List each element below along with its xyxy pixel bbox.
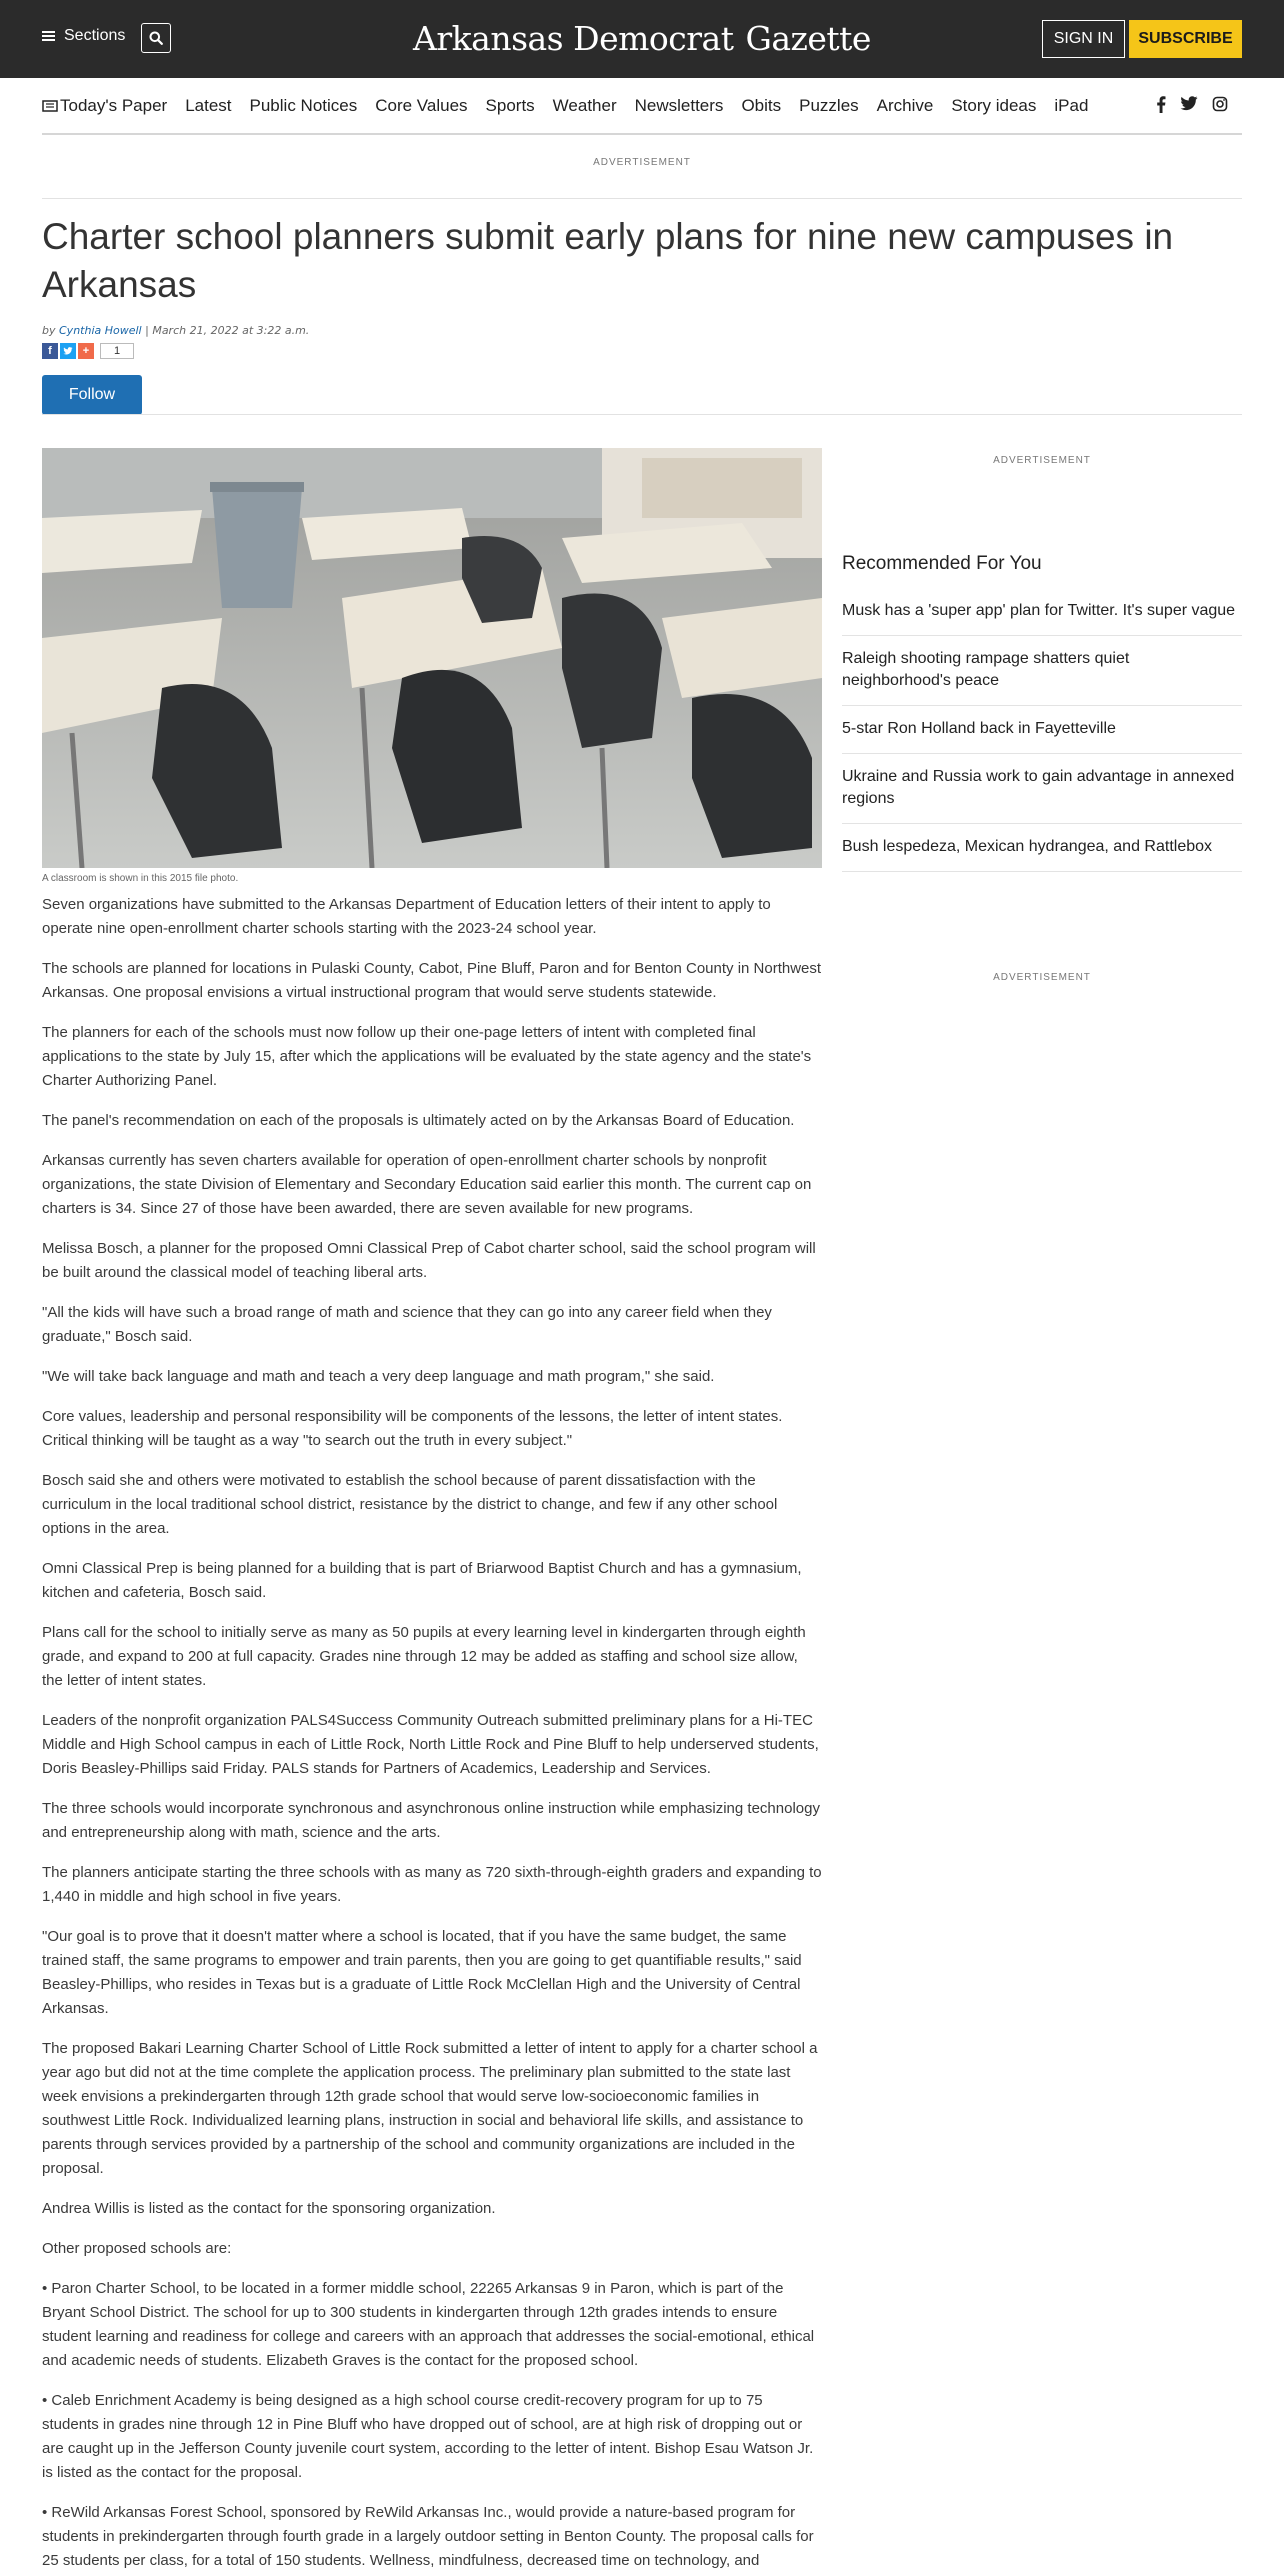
nav-sports[interactable]: Sports xyxy=(485,96,535,115)
article-paragraph: The schools are planned for locations in Pulaski County, Cabot, Pine Bluff, Paron and for Benton County in Northwest Arkansas. One proposal envisions a virtual instructional program that would serve students statewide. xyxy=(42,960,822,1001)
subscribe-button[interactable]: SUBSCRIBE xyxy=(1129,20,1242,58)
facebook-icon[interactable] xyxy=(1156,96,1166,113)
masthead-right-text: Gazette xyxy=(745,18,871,58)
article-paragraph: Omni Classical Prep is being planned for a building that is part of Briarwood Baptist Church and has a gymnasium, kitchen and cafeteria, Bosch said. xyxy=(42,1560,802,1601)
search-icon xyxy=(149,31,163,45)
article-paragraph: • ReWild Arkansas Forest School, sponsored by ReWild Arkansas Inc., would provide a nature-based program for students in prekindergarten through fourth grade in a largely outdoor setting in Benton County. The proposal calls for 25 students per class, for a total of 150 students. Wellness, mindfulness, decreased time on technology, and xyxy=(42,2504,814,2568)
recommended-item[interactable]: Bush lespedeza, Mexican hydrangea, and Rattlebox xyxy=(842,824,1242,872)
nav-core-values[interactable]: Core Values xyxy=(375,96,468,115)
follow-button[interactable]: Follow xyxy=(42,375,142,415)
article-paragraph: The three schools would incorporate synchronous and asynchronous online instruction while emphasizing technology and entrepreneurship along with math, science and the arts. xyxy=(42,1800,820,1841)
twitter-icon[interactable] xyxy=(1180,96,1198,111)
twitter-share-icon[interactable] xyxy=(60,343,76,359)
article-headline: Charter school planners submit early plans for nine new campuses in Arkansas xyxy=(42,216,1174,305)
article-body xyxy=(42,893,822,2568)
nav-puzzles[interactable]: Puzzles xyxy=(799,96,859,115)
nav-divider xyxy=(42,133,1242,135)
divider xyxy=(42,414,1242,415)
ad-label: ADVERTISEMENT xyxy=(993,972,1091,983)
article-paragraph: Arkansas currently has seven charters available for operation of open-enrollment charter schools by nonprofit organizations, the state Division of Elementary and Secondary Education said earlier this month. The current cap on charters is 34. Since 27 of those have been awarded, there are seven available for new programs. xyxy=(42,1152,812,1217)
article-paragraph: Plans call for the school to initially serve as many as 50 pupils at every learning level in kindergarten through eighth grade, and expand to 200 at full capacity. Grades nine through 12 may be added as staffing and school size allow, the letter of intent states. xyxy=(42,1624,806,1689)
article-paragraph: Core values, leadership and personal responsibility will be components of the lessons, the letter of intent states. Critical thinking will be taught as a way "to search out the truth in every subject." xyxy=(42,1408,783,1449)
newspaper-icon xyxy=(42,100,58,112)
more-share-icon[interactable]: + xyxy=(78,343,94,359)
article-paragraph: The planners anticipate starting the three schools with as many as 720 sixth-through-eighth graders and expanding to 1,440 in middle and high school in five years. xyxy=(42,1864,822,1905)
nav-story-ideas[interactable]: Story ideas xyxy=(951,96,1037,115)
social-links xyxy=(1156,96,1228,113)
divider xyxy=(42,198,1242,199)
article-paragraph: The proposed Bakari Learning Charter School of Little Rock submitted a letter of intent to apply for a charter school a year ago but did not at the time complete the application process. The preliminary plan submitted to the state last week envisions a prekindergarten through 12th grade school that would serve low-socioeconomic families in southwest Little Rock. Individualized learning plans, instruction in social and behavioral life skills, and assistance to parents through services provided by a partnership of the school and community organizations are included in the proposal. xyxy=(42,2040,818,2177)
main-nav xyxy=(42,91,1242,121)
sign-in-button[interactable]: SIGN IN xyxy=(1042,20,1125,58)
article-paragraph: Other proposed schools are: xyxy=(42,2240,232,2257)
recommended-item[interactable]: 5-star Ron Holland back in Fayetteville xyxy=(842,706,1242,754)
article-paragraph: The planners for each of the schools must now follow up their one-page letters of intent with completed final applications to the state by July 15, after which the applications will be evaluated by the state agency and the state's Charter Authorizing Panel. xyxy=(42,1024,812,1089)
article-paragraph: "Our goal is to prove that it doesn't matter where a school is located, that if you have the same budget, the same trained staff, the same programs to empower and train parents, then you are going to get quantifiable results," said Beasley-Phillips, who resides in Texas but is a graduate of Little Rock McClellan High and the University of Central Arkansas. xyxy=(42,1928,802,2017)
article-photo xyxy=(42,448,822,868)
byline xyxy=(42,324,309,337)
top-bar xyxy=(0,0,1284,78)
nav-latest[interactable]: Latest xyxy=(185,96,232,115)
article-paragraph: Leaders of the nonprofit organization PALS4Success Community Outreach submitted preliminary plans for a Hi-TEC Middle and High School campus in each of Little Rock, North Little Rock and Pine Bluff to help underserved students, Doris Beasley-Phillips said Friday. PALS stands for Partners of Academics, Leadership and Services. xyxy=(42,1712,819,1777)
sections-menu-button[interactable] xyxy=(42,27,125,45)
masthead-left-text: Arkansas Democrat xyxy=(413,18,734,58)
recommended-heading: Recommended For You xyxy=(842,553,1042,574)
nav-ipad[interactable]: iPad xyxy=(1054,96,1089,115)
nav-public-notices[interactable]: Public Notices xyxy=(249,96,358,115)
article-paragraph: "All the kids will have such a broad range of math and science that they can go into any career field when they graduate," Bosch said. xyxy=(42,1304,772,1345)
nav-obits[interactable]: Obits xyxy=(741,96,782,115)
article-paragraph: "We will take back language and math and teach a very deep language and math program," she said. xyxy=(42,1368,715,1385)
article-paragraph: Andrea Willis is listed as the contact for the sponsoring organization. xyxy=(42,2200,496,2217)
search-button[interactable] xyxy=(141,23,171,53)
article-paragraph: Melissa Bosch, a planner for the proposed Omni Classical Prep of Cabot charter school, said the school program will be built around the classical model of teaching liberal arts. xyxy=(42,1240,816,1281)
recommended-item[interactable]: Raleigh shooting rampage shatters quiet neighborhood's peace xyxy=(842,636,1242,706)
hamburger-icon xyxy=(42,31,55,41)
article-paragraph: • Caleb Enrichment Academy is being designed as a high school course credit-recovery program for up to 75 students in grades nine through 12 in Pine Bluff who have dropped out of school, are at high risk of dropping out or are caught up in the Jefferson County juvenile court system, according to the letter of intent. Bishop Esau Watson Jr. is listed as the contact for the proposal. xyxy=(42,2392,814,2481)
ad-label: ADVERTISEMENT xyxy=(593,157,691,168)
ad-label: ADVERTISEMENT xyxy=(993,455,1091,466)
article-paragraph: Seven organizations have submitted to the Arkansas Department of Education letters of their intent to apply to operate nine open-enrollment charter schools starting with the 2023-24 school year. xyxy=(42,896,771,937)
recommended-item[interactable]: Musk has a 'super app' plan for Twitter. It's super vague xyxy=(842,588,1242,636)
sidebar-ad-slot-2 xyxy=(842,972,1242,983)
sections-label: Sections xyxy=(64,27,126,44)
nav-weather[interactable]: Weather xyxy=(552,96,617,115)
byline-prefix: by xyxy=(42,324,56,337)
nav-todays-paper[interactable] xyxy=(42,96,167,116)
photo-caption: A classroom is shown in this 2015 file photo. xyxy=(42,873,239,884)
nav-archive[interactable]: Archive xyxy=(876,96,934,115)
share-bar xyxy=(42,343,134,359)
author-link[interactable]: Cynthia Howell xyxy=(59,324,142,337)
article-paragraph: The panel's recommendation on each of the proposals is ultimately acted on by the Arkansas Board of Education. xyxy=(42,1112,795,1129)
facebook-share-icon[interactable]: f xyxy=(42,343,58,359)
nav-newsletters[interactable]: Newsletters xyxy=(634,96,724,115)
article-paragraph: Bosch said she and others were motivated to establish the school because of parent dissatisfaction with the curriculum in the local traditional school district, resistance by the district to change, and few if any other school options in the area. xyxy=(42,1472,778,1537)
sidebar-ad-slot xyxy=(842,455,1242,466)
recommended-item[interactable]: Ukraine and Russia work to gain advantage in annexed regions xyxy=(842,754,1242,824)
instagram-icon[interactable] xyxy=(1212,96,1228,112)
nav-label: Today's Paper xyxy=(60,96,168,115)
share-count: 1 xyxy=(100,343,134,359)
article-paragraph: • Paron Charter School, to be located in a former middle school, 22265 Arkansas 9 in Paron, which is part of the Bryant School District. The school for up to 300 students in kindergarten through 12th grades intends to ensure student learning and readiness for college and careers with an approach that addresses the social-emotional, ethical and academic needs of students. Elizabeth Graves is the contact for the proposed school. xyxy=(42,2280,815,2369)
top-ad-slot xyxy=(42,157,1242,168)
site-logo[interactable] xyxy=(413,14,871,62)
publish-date: | March 21, 2022 at 3:22 a.m. xyxy=(145,324,310,337)
recommended-list xyxy=(842,588,1242,872)
